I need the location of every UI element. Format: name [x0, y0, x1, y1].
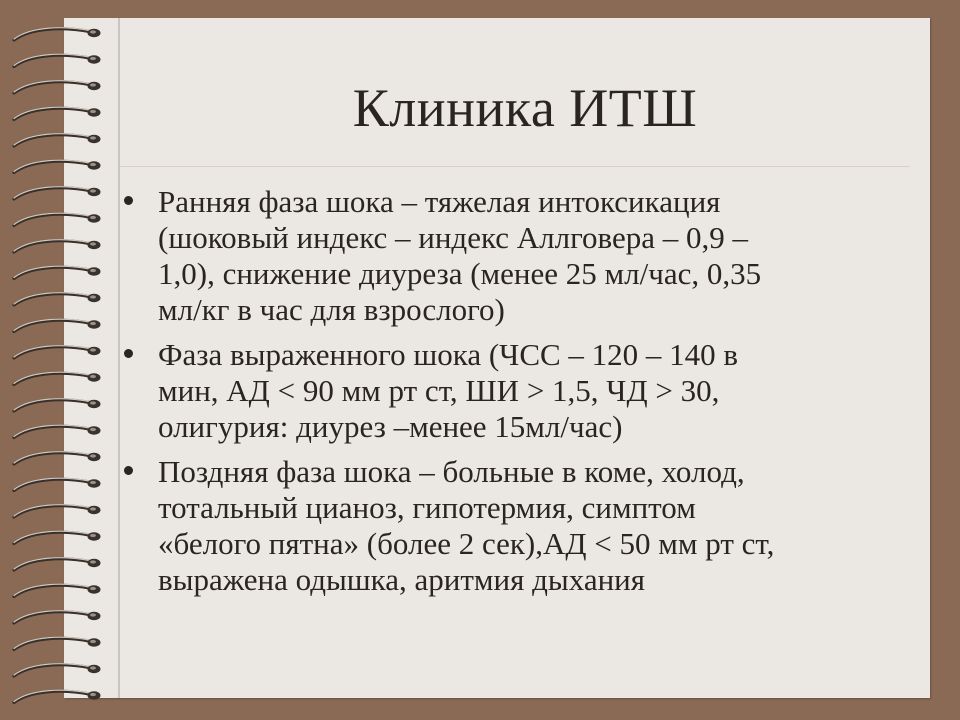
bullet-icon: [124, 196, 133, 205]
title-divider: [120, 166, 910, 167]
list-item: [120, 454, 910, 598]
list-item: [120, 184, 910, 328]
bullet-icon: [124, 349, 133, 358]
bullet-icon: [124, 466, 133, 475]
bullet-list: [120, 184, 910, 607]
list-item: [120, 337, 910, 445]
bullet-text: Ранняя фаза шока – тяжелая интоксикация (шоковый индекс – индекс Аллговера – 0,9 – 1,0), снижение диуреза (менее 25 мл/час, 0,35 мл/кг в час для взрослого): [158, 184, 762, 327]
bullet-text: Фаза выраженного шока (ЧСС – 120 – 140 в мин, АД < 90 мм рт ст, ШИ > 1,5, ЧД > 30, олигурия: диурез –менее 15мл/час): [158, 337, 739, 444]
spiral-binding-icon: [0, 0, 120, 720]
slide-title: Клиника ИТШ: [352, 78, 698, 138]
bullet-text: Поздняя фаза шока – больные в коме, холод, тотальный цианоз, гипотермия, симптом «белого пятна» (более 2 сек),АД < 50 мм рт ст, выражена одышка, аритмия дыхания: [158, 454, 775, 597]
